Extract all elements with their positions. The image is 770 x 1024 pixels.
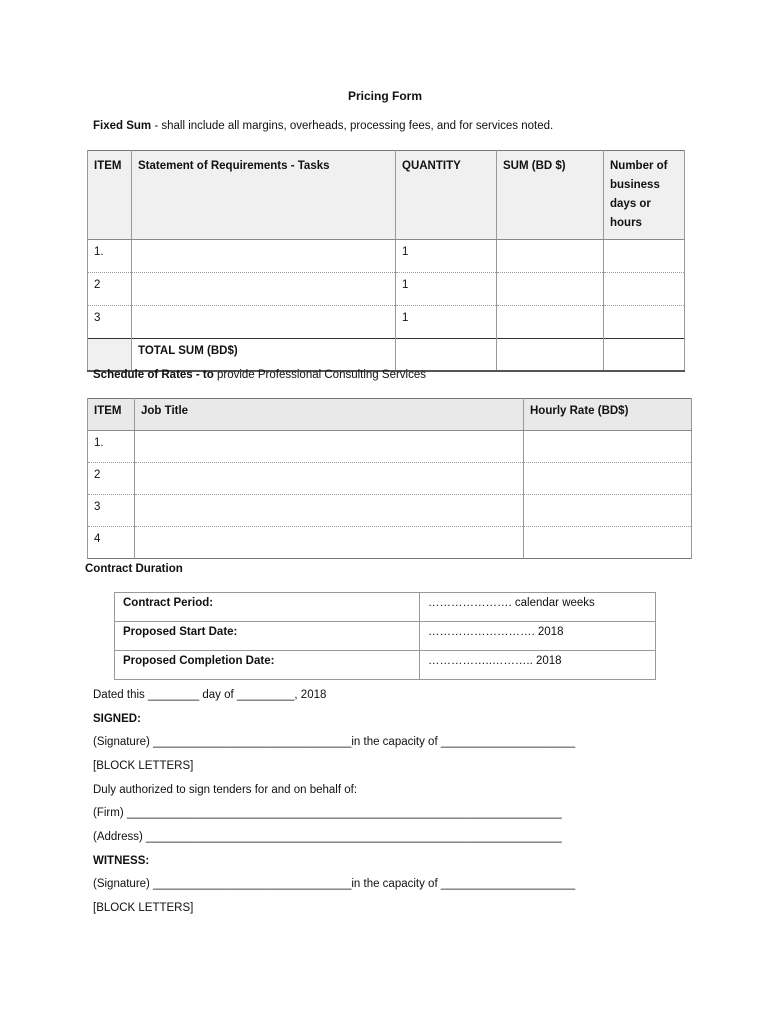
table-row [115, 622, 656, 651]
block-letters-line: [BLOCK LETTERS] [93, 760, 194, 772]
signed-heading: SIGNED: [93, 713, 141, 725]
table-row [88, 306, 685, 339]
task-cell[interactable] [132, 273, 396, 306]
contract-period-value[interactable]: …………………. calendar weeks [420, 593, 656, 622]
quantity-cell: 1 [396, 306, 497, 339]
table-header-row [88, 399, 692, 431]
item-cell: 3 [88, 306, 132, 339]
witness-block-letters-line: [BLOCK LETTERS] [93, 902, 194, 914]
table-row [88, 240, 685, 273]
page-title: Pricing Form [347, 89, 422, 103]
firm-line[interactable]: (Firm) ____________________________________________________________________ [93, 807, 562, 819]
contract-duration-heading: Contract Duration [85, 563, 183, 575]
pricing-table [87, 150, 685, 372]
completion-date-value[interactable]: ……………..……….. 2018 [420, 651, 656, 680]
col-header-item: ITEM [88, 151, 132, 240]
days-cell[interactable] [604, 273, 685, 306]
hourly-rate-cell[interactable] [524, 527, 692, 559]
total-quantity-cell[interactable] [396, 339, 497, 372]
completion-date-label: Proposed Completion Date: [115, 651, 420, 680]
col-header-hourly-rate: Hourly Rate (BD$) [524, 399, 692, 431]
task-cell[interactable] [132, 240, 396, 273]
job-title-cell[interactable] [135, 431, 524, 463]
schedule-text: provide Professional Consulting Services [213, 369, 426, 381]
fixed-sum-label: Fixed Sum [93, 120, 152, 132]
col-header-days: Number of business days or hours [604, 151, 685, 240]
total-label: TOTAL SUM (BD$) [132, 339, 396, 372]
fixed-sum-text: - shall include all margins, overheads, processing fees, and for services noted. [151, 120, 554, 132]
signature-line[interactable]: (Signature) _______________________________in the capacity of _____________________ [93, 736, 576, 748]
total-item-cell [88, 339, 132, 372]
total-sum-cell[interactable] [497, 339, 604, 372]
hourly-rate-cell[interactable] [524, 431, 692, 463]
schedule-label: Schedule of Rates - to [93, 369, 214, 381]
address-line[interactable]: (Address) _________________________________________________________________ [93, 831, 562, 843]
hourly-rate-cell[interactable] [524, 495, 692, 527]
table-header-row [88, 151, 685, 240]
table-row [88, 463, 692, 495]
start-date-value[interactable]: ………………………. 2018 [420, 622, 656, 651]
sum-cell[interactable] [497, 240, 604, 273]
col-header-tasks: Statement of Requirements - Tasks [132, 151, 396, 240]
sum-cell[interactable] [497, 306, 604, 339]
witness-signature-line[interactable]: (Signature) _______________________________in the capacity of _____________________ [93, 878, 576, 890]
table-row [115, 651, 656, 680]
days-cell[interactable] [604, 240, 685, 273]
hourly-rate-cell[interactable] [524, 463, 692, 495]
quantity-cell: 1 [396, 240, 497, 273]
table-row [88, 431, 692, 463]
item-cell: 4 [88, 527, 135, 559]
quantity-cell: 1 [396, 273, 497, 306]
rates-table [87, 398, 692, 559]
col-header-job-title: Job Title [135, 399, 524, 431]
col-header-sum: SUM (BD $) [497, 151, 604, 240]
sum-cell[interactable] [497, 273, 604, 306]
col-header-item: ITEM [88, 399, 135, 431]
duly-authorized-text: Duly authorized to sign tenders for and on behalf of: [93, 784, 358, 796]
item-cell: 3 [88, 495, 135, 527]
job-title-cell[interactable] [135, 527, 524, 559]
witness-heading: WITNESS: [93, 855, 150, 867]
col-header-quantity: QUANTITY [396, 151, 497, 240]
total-days-cell[interactable] [604, 339, 685, 372]
item-cell: 2 [88, 463, 135, 495]
days-cell[interactable] [604, 306, 685, 339]
task-cell[interactable] [132, 306, 396, 339]
item-cell: 1. [88, 240, 132, 273]
item-cell: 2 [88, 273, 132, 306]
table-row [88, 495, 692, 527]
job-title-cell[interactable] [135, 463, 524, 495]
contract-duration-table [114, 592, 656, 680]
table-row [115, 593, 656, 622]
item-cell: 1. [88, 431, 135, 463]
job-title-cell[interactable] [135, 495, 524, 527]
dated-line[interactable]: Dated this ________ day of _________, 2018 [93, 689, 327, 701]
schedule-note [93, 369, 426, 381]
contract-period-label: Contract Period: [115, 593, 420, 622]
total-row [88, 339, 685, 372]
table-row [88, 273, 685, 306]
fixed-sum-note [93, 120, 553, 132]
start-date-label: Proposed Start Date: [115, 622, 420, 651]
table-row [88, 527, 692, 559]
